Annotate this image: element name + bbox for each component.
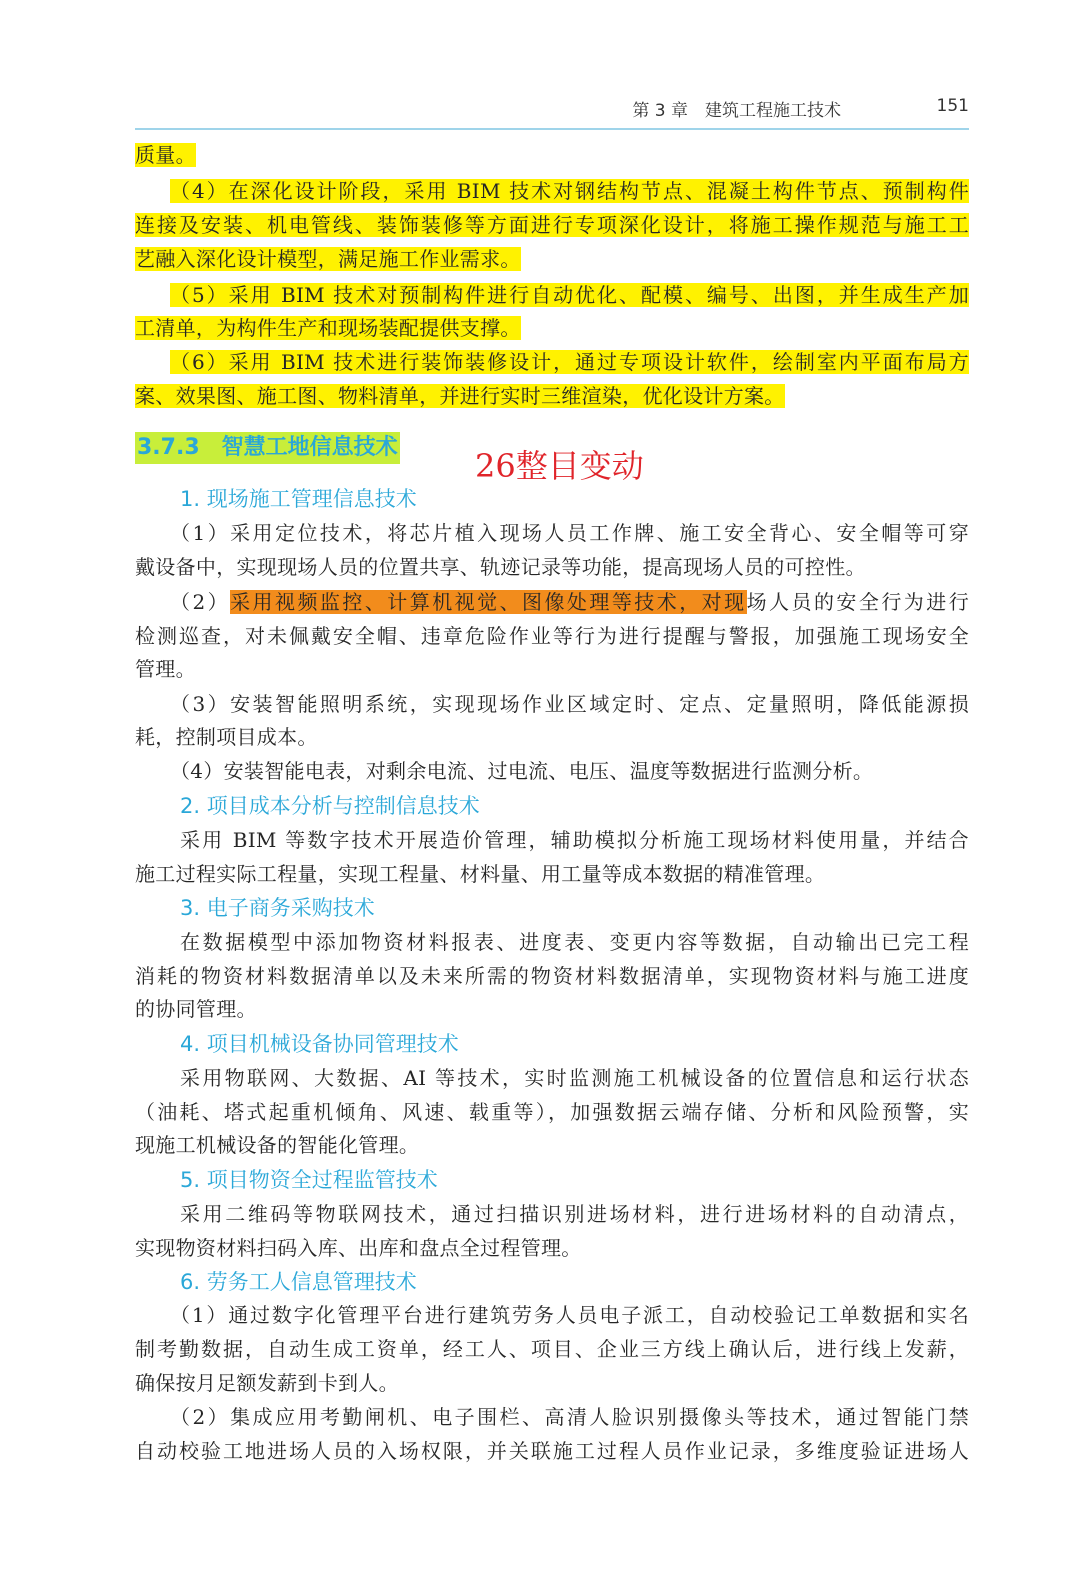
text-line: 现施工机械设备的智能化管理。 bbox=[135, 1133, 420, 1157]
text-line: 在数据模型中添加物资材料报表、进度表、变更内容等数据，自动输出已完工程 bbox=[180, 930, 969, 954]
text-line: （4）在深化设计阶段，采用 BIM 技术对钢结构节点、混凝土构件节点、预制构件 bbox=[170, 179, 969, 203]
text-line: （1）采用定位技术，将芯片植入现场人员工作牌、施工安全背心、安全帽等可穿 bbox=[170, 521, 969, 545]
subsection-title: 4. 项目机械设备协同管理技术 bbox=[180, 1032, 459, 1056]
text-line: 艺融入深化设计模型，满足施工作业需求。 bbox=[135, 247, 521, 271]
text-line: （4）安装智能电表，对剩余电流、过电流、电压、温度等数据进行监测分析。 bbox=[170, 759, 874, 783]
text-line: 自动校验工地进场人员的入场权限，并关联施工过程人员作业记录，多维度验证进场人 bbox=[135, 1439, 969, 1463]
text-line: 检测巡查，对未佩戴安全帽、违章危险作业等行为进行提醒与警报，加强施工现场安全 bbox=[135, 624, 969, 648]
section-title: 3.7.3 智慧工地信息技术 bbox=[135, 432, 400, 464]
text-line: 采用 BIM 等数字技术开展造价管理，辅助模拟分析施工现场材料使用量，并结合 bbox=[180, 828, 969, 852]
orange-highlight: 采用视频监控、计算机视觉、图像处理等技术，对现 bbox=[230, 590, 747, 614]
subsection-title: 5. 项目物资全过程监管技术 bbox=[180, 1168, 438, 1192]
subsection-title: 2. 项目成本分析与控制信息技术 bbox=[180, 794, 480, 818]
text-line: 实现物资材料扫码入库、出库和盘点全过程管理。 bbox=[135, 1236, 582, 1260]
text-line: 施工过程实际工程量，实现工程量、材料量、用工量等成本数据的精准管理。 bbox=[135, 862, 826, 886]
text-line: （1）通过数字化管理平台进行建筑劳务人员电子派工，自动校验记工单数据和实名 bbox=[170, 1303, 969, 1327]
text-line: 连接及安装、机电管线、装饰装修等方面进行专项深化设计，将施工操作规范与施工工 bbox=[135, 213, 969, 237]
text-line: 管理。 bbox=[135, 657, 196, 681]
text-line: 戴设备中，实现现场人员的位置共享、轨迹记录等功能，提高现场人员的可控性。 bbox=[135, 555, 866, 579]
text-line: 工清单，为构件生产和现场装配提供支撑。 bbox=[135, 316, 521, 340]
running-header bbox=[135, 92, 969, 130]
text-line: 质量。 bbox=[135, 143, 196, 167]
text-line: （3）安装智能照明系统，实现现场作业区域定时、定点、定量照明，降低能源损 bbox=[170, 692, 969, 716]
text-line: （2）采用视频监控、计算机视觉、图像处理等技术，对现场人员的安全行为进行 bbox=[170, 590, 969, 614]
text-line: （6）采用 BIM 技术进行装饰装修设计，通过专项设计软件，绘制室内平面布局方 bbox=[170, 350, 969, 374]
text-line: （2）集成应用考勤闸机、电子围栏、高清人脸识别摄像头等技术，通过智能门禁 bbox=[170, 1405, 969, 1429]
text-line: 消耗的物资材料数据清单以及未来所需的物资材料数据清单，实现物资材料与施工进度 bbox=[135, 964, 969, 988]
page-number: 151 bbox=[936, 96, 969, 116]
text-line: 耗，控制项目成本。 bbox=[135, 725, 318, 749]
subsection-title: 6. 劳务工人信息管理技术 bbox=[180, 1270, 417, 1294]
handwritten-annotation: 26整目变动 bbox=[475, 447, 644, 485]
text-line: 采用物联网、大数据、AI 等技术，实时监测施工机械设备的位置信息和运行状态 bbox=[180, 1066, 969, 1090]
subsection-title: 3. 电子商务采购技术 bbox=[180, 896, 375, 920]
text-line: （油耗、塔式起重机倾角、风速、载重等），加强数据云端存储、分析和风险预警，实 bbox=[135, 1100, 969, 1124]
subsection-title: 1. 现场施工管理信息技术 bbox=[180, 487, 417, 511]
text-line: （5）采用 BIM 技术对预制构件进行自动优化、配模、编号、出图，并生成生产加 bbox=[170, 283, 969, 307]
text-line: 的协同管理。 bbox=[135, 997, 257, 1021]
text-line: 制考勤数据，自动生成工资单，经工人、项目、企业三方线上确认后，进行线上发薪， bbox=[135, 1337, 969, 1361]
text-line: 采用二维码等物联网技术，通过扫描识别进场材料，进行进场材料的自动清点， bbox=[180, 1202, 969, 1226]
text-line: 案、效果图、施工图、物料清单，并进行实时三维渲染，优化设计方案。 bbox=[135, 384, 785, 408]
text-line: 确保按月足额发薪到卡到人。 bbox=[135, 1371, 399, 1395]
chapter-title: 第 3 章 建筑工程施工技术 bbox=[632, 101, 841, 121]
